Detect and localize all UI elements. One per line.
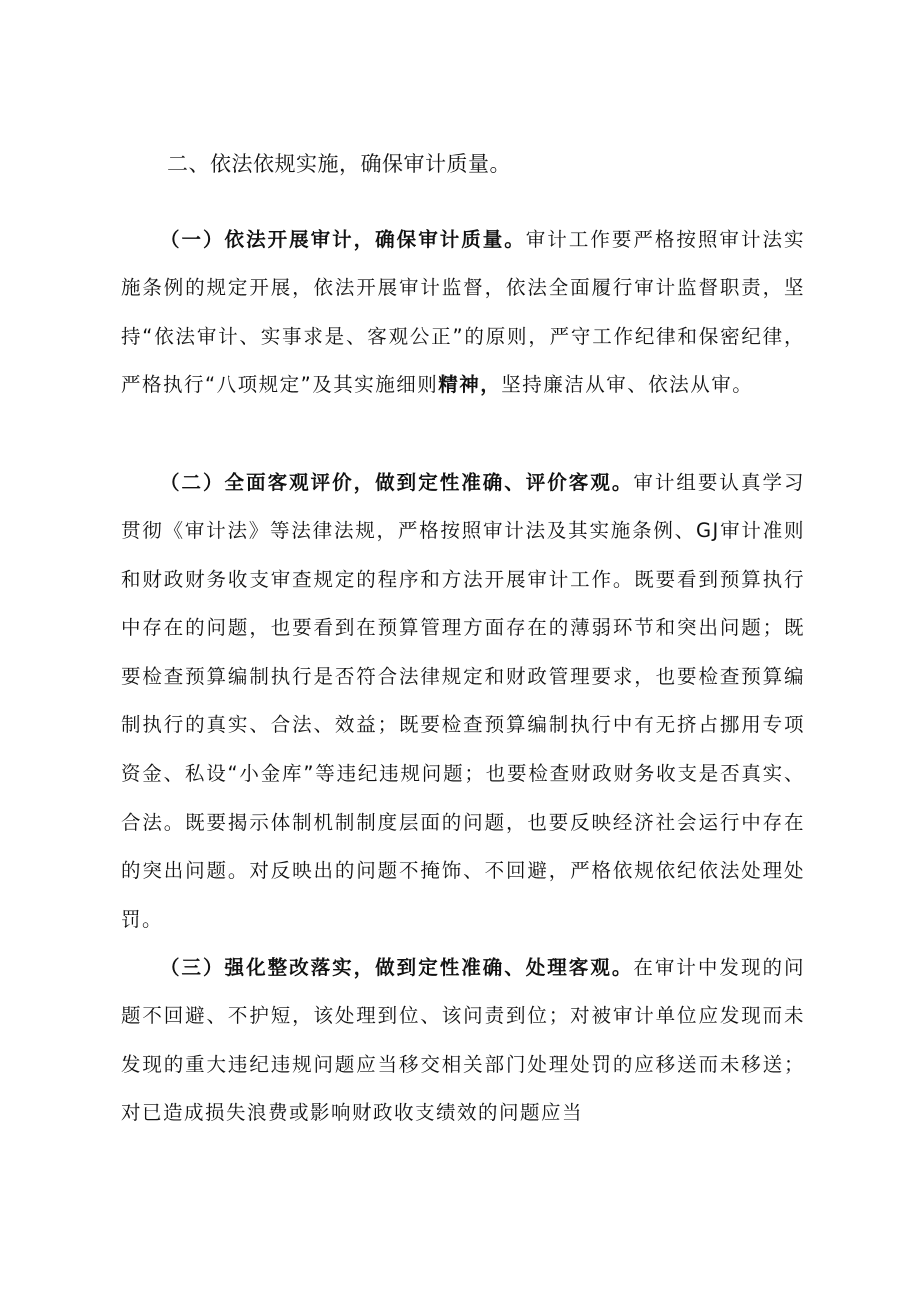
paragraph-3 <box>121 944 805 1138</box>
paragraph-2-lead: （二）全面客观评价，做到定性准确、评价客观。 <box>160 470 634 494</box>
paragraph-1-text-end: 坚持廉洁从审、依法从审。 <box>501 373 754 397</box>
paragraph-2 <box>121 459 805 945</box>
paragraph-3-text: 在审计中发现的问题不回避、不护短，该处理到位、该问责到位；对被审计单位应发现而未发现的重大违纪违规问题应当移交相关部门处理处罚的应移送而未移送；对已造成损失浪费或影响财政收支绩效的问题应当 <box>121 955 805 1125</box>
paragraph-1 <box>121 216 805 410</box>
paragraph-1-bold-inline: 精神， <box>438 373 502 397</box>
paragraph-1-text: 审计工作要严格按照审计法实施条例的规定开展，依法开展审计监督，依法全面履行审计监督职责，坚持“依法审计、实事求是、客观公正”的原则，严守工作纪律和保密纪律，严格执行“八项规定”及其实施细则 <box>121 227 805 397</box>
section-heading: 二、依法依规实施，确保审计质量。 <box>167 152 511 176</box>
paragraph-3-lead: （三）强化整改落实，做到定性准确、处理客观。 <box>160 955 634 979</box>
paragraph-2-text: 审计组要认真学习贯彻《审计法》等法律法规，严格按照审计法及其实施条例、GJ审计准则和财政财务收支审查规定的程序和方法开展审计工作。既要看到预算执行中存在的问题，也要看到在预算管理方面存在的薄弱环节和突出问题；既要检查预算编制执行是否符合法律规定和财政管理要求，也要检查预算编制执行的真实、合法、效益；既要检查预算编制执行中有无挤占挪用专项资金、私设“小金库”等违纪违规问题；也要检查财政财务收支是否真实、合法。既要揭示体制机制制度层面的问题，也要反映经济社会运行中存在的突出问题。对反映出的问题不掩饰、不回避，严格依规依纪依法处理处罚。 <box>121 470 805 931</box>
paragraph-1-lead: （一）依法开展审计，确保审计质量。 <box>160 227 526 251</box>
